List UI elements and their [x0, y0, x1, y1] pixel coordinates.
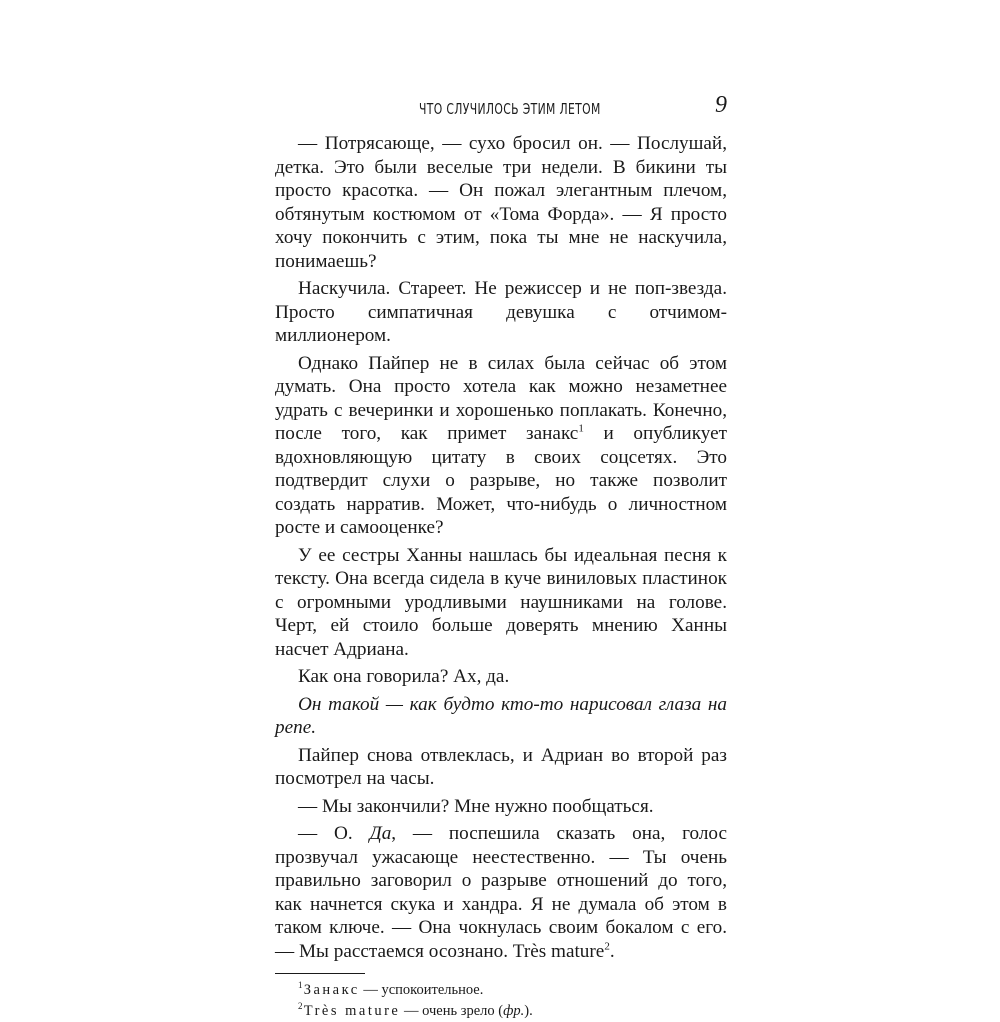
footnote-term: Très mature — [303, 1003, 401, 1019]
paragraph-text: . — [609, 940, 615, 962]
paragraph: — Мы закончили? Мне нужно пообщаться. — [298, 795, 654, 817]
footnote — [275, 1001, 727, 1022]
page-header — [275, 92, 727, 132]
footnote-ref: 1 — [578, 422, 584, 435]
paragraph — [275, 277, 727, 348]
paragraph-text: и опубликует вдохновляющую цитату в своих соцсетях. Это подтвердит слухи о разрыве, но также позволит создать нарратив. Может, что-нибудь о личностном росте и самооценке? — [275, 423, 727, 538]
book-page — [275, 92, 727, 1022]
paragraph — [275, 822, 727, 963]
footnote-term: Занакс — [303, 982, 360, 998]
footnote-text: ). — [524, 1003, 533, 1019]
paragraph-italic: Он такой — как будто кто-то нарисовал глаза на репе. — [275, 693, 727, 738]
paragraph: — Потрясающе, — сухо бросил он. — Послушай, детка. Это были веселые три недели. В бикини ты просто красотка. — Он пожал элегантным плечом, обтянутым костюмом от «Тома Форда». — Я просто хочу покончить с этим, пока ты мне не наскучила, понимаешь? — [275, 133, 727, 272]
paragraph-text: — О. — [298, 823, 370, 844]
paragraph: Пайпер снова отвлеклась, и Адриан во второй раз посмотрел на часы. — [275, 744, 727, 789]
paragraph-text: Однако Пайпер не в силах была сейчас об этом думать. Она просто хотела как можно незаметнее удрать с вечеринки и хорошенько поплакать. Конечно, после того, как примет занакс — [275, 352, 727, 444]
paragraph: Как она говорила? Ах, да. — [298, 666, 510, 687]
footnote-divider — [275, 973, 365, 974]
footnote-mark: 1 — [298, 980, 303, 991]
paragraph-text: , — поспешила сказать она, голос прозвучал ужасающе неестественно. — Ты очень правильно заговорил о разрыве отношений до того, как начнется скука и хандра. Я не думала об этом в таком ключе. — Она чокнулась своим бокалом с его. — Мы расстаемся осознано. Très mature — [275, 823, 727, 962]
footnote-mark: 2 — [298, 1001, 303, 1012]
emphasis-text: Да — [369, 823, 392, 844]
footnote-text: — успокоительное. — [359, 982, 484, 998]
footnote-lang: фр. — [503, 1003, 525, 1019]
running-title: ЧТО СЛУЧИЛОСЬ ЭТИМ ЛЕТОМ — [419, 100, 601, 118]
footnote-text: — очень зрело ( — [400, 1003, 504, 1019]
footnote-ref: 2 — [604, 940, 610, 953]
paragraph-text: Наскучила. Стареет. Не режиссер и не поп-звезда. Просто симпатичная девушка с отчимом-миллионером. — [275, 278, 727, 346]
paragraph: У ее сестры Ханны нашлась бы идеальная песня к тексту. Она всегда сидела в куче виниловых пластинок с огромными уродливыми наушниками на голове. Черт, ей стоило больше доверять мнению Ханны насчет Адриана. — [275, 544, 727, 660]
body-text — [275, 132, 727, 963]
footnotes — [275, 980, 727, 1022]
footnote — [275, 980, 727, 1001]
page-number: 9 — [715, 92, 727, 118]
paragraph — [275, 352, 727, 540]
